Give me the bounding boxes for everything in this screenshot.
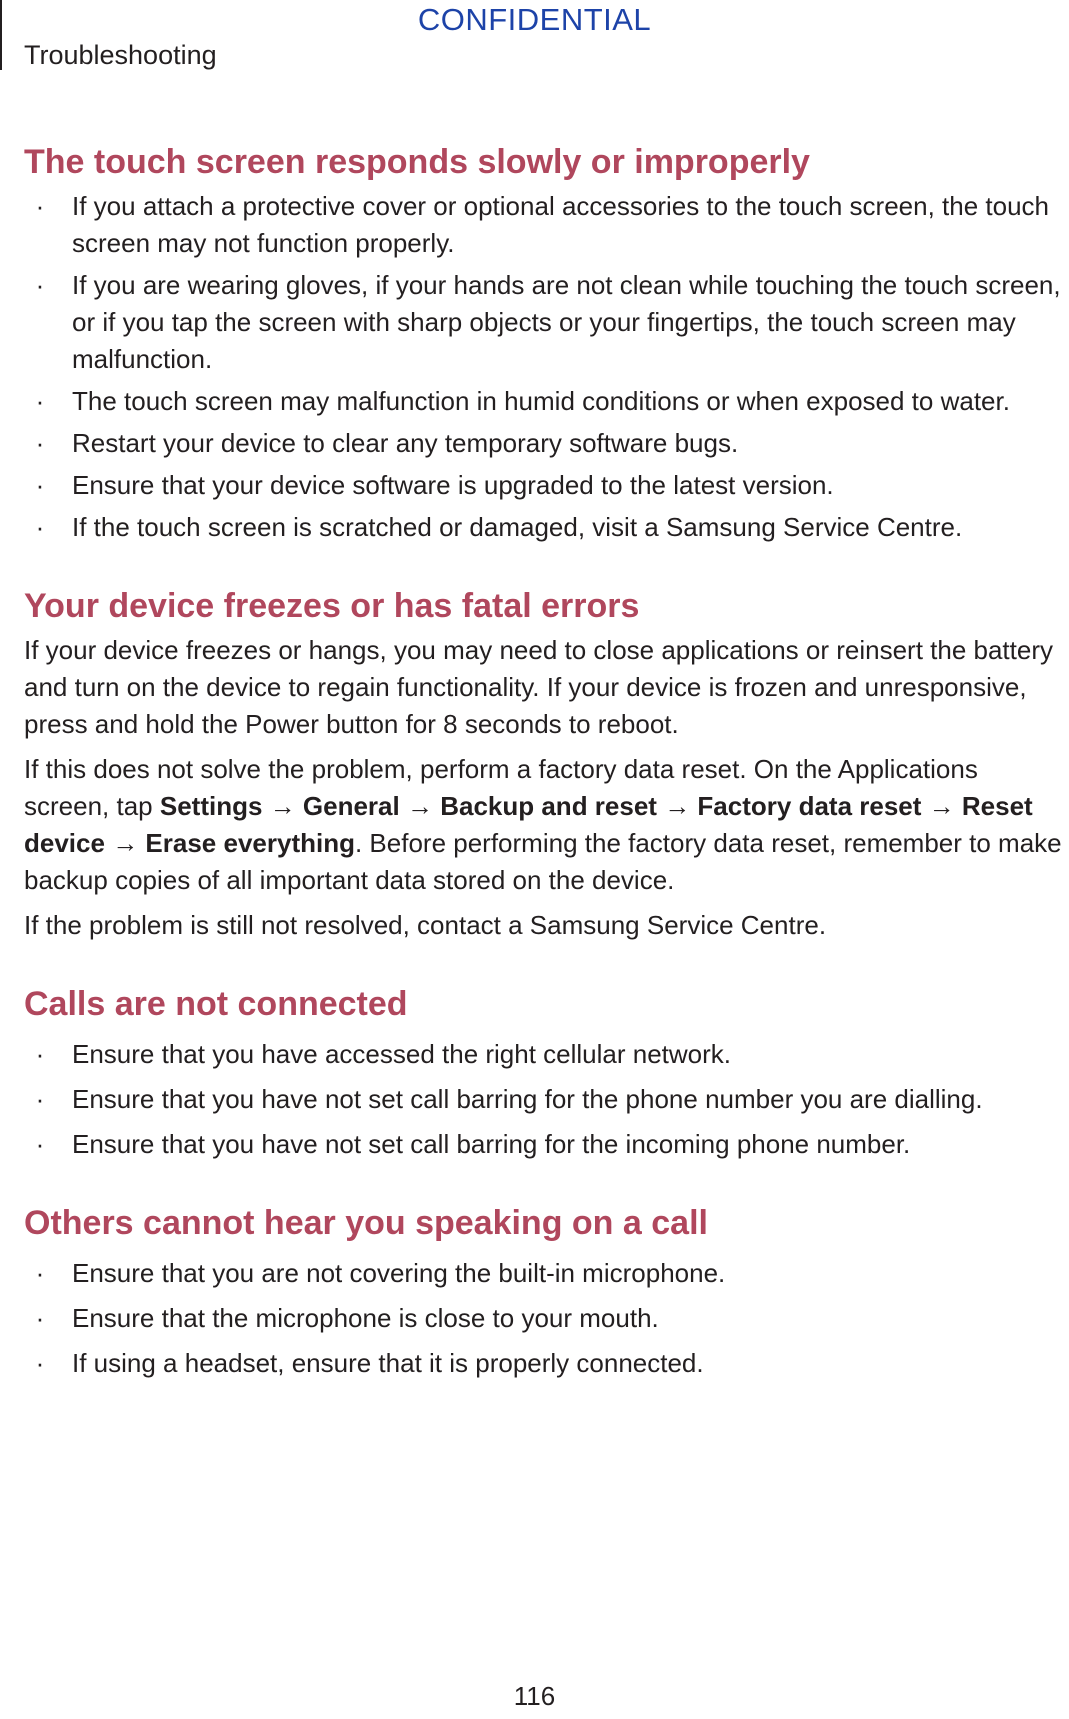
bullet-icon: ·: [35, 470, 45, 500]
calls-list: [24, 1036, 1064, 1163]
section-calls: [24, 982, 1064, 1163]
list-item: · Ensure that you have not set call barring for the incoming phone number.: [24, 1126, 1064, 1163]
page-number: 116: [513, 1681, 556, 1711]
page-content: [24, 140, 1064, 1382]
arrow-icon: →: [928, 791, 955, 821]
bullet-icon: ·: [35, 191, 45, 221]
list-item: · Ensure that your device software is upgraded to the latest version.: [24, 467, 1064, 504]
bullet-icon: ·: [35, 1258, 45, 1288]
section-title-hearing: Others cannot hear you speaking on a call: [24, 1204, 708, 1242]
section-hearing: [24, 1201, 1064, 1382]
paragraph: If the problem is still not resolved, contact a Samsung Service Centre.: [24, 910, 827, 940]
running-head: Troubleshooting: [24, 40, 217, 70]
menu-path-erase: Erase everything: [145, 828, 355, 858]
section-title-freezes: Your device freezes or has fatal errors: [24, 587, 640, 625]
factory-reset-paragraph: If this does not solve the problem, perform a factory data reset. On the Applications screen, tap Settings → General → Backup and reset → Factory data reset → Reset device → Erase everything. Before performing the factory data reset, remember to make backup copies of all important data stored on the device.: [24, 754, 1062, 895]
list-item: · Ensure that the microphone is close to your mouth.: [24, 1300, 1064, 1337]
paragraph: If your device freezes or hangs, you may need to close applications or reinsert the battery and turn on the device to regain functionality. If your device is frozen and unresponsive, press and hold the Power button for 8 seconds to reboot.: [24, 635, 1053, 739]
list-item: · If you attach a protective cover or optional accessories to the touch screen, the touch screen may not function properly.: [24, 188, 1064, 262]
bullet-icon: ·: [35, 428, 45, 458]
menu-path-reset-device: Reset device: [24, 791, 1033, 858]
section-freezes: [24, 584, 1064, 944]
menu-path-general: General: [302, 791, 400, 821]
bullet-icon: ·: [35, 1039, 45, 1069]
arrow-icon: →: [112, 828, 139, 858]
list-item: · Ensure that you have not set call barring for the phone number you are dialling.: [24, 1081, 1064, 1118]
list-item: · If the touch screen is scratched or damaged, visit a Samsung Service Centre.: [24, 509, 1064, 546]
bullet-icon: ·: [35, 1084, 45, 1114]
bullet-icon: ·: [35, 270, 45, 300]
arrow-icon: →: [406, 791, 433, 821]
arrow-icon: →: [664, 791, 691, 821]
bullet-icon: ·: [35, 1348, 45, 1378]
list-item: · Ensure that you have accessed the right cellular network.: [24, 1036, 1064, 1073]
bullet-icon: ·: [35, 386, 45, 416]
section-title-calls: Calls are not connected: [24, 985, 408, 1023]
arrow-icon: →: [269, 791, 296, 821]
list-item: · Restart your device to clear any temporary software bugs.: [24, 425, 1064, 462]
bullet-icon: ·: [35, 512, 45, 542]
section-touch-screen: [24, 140, 1064, 546]
list-item: · If you are wearing gloves, if your hands are not clean while touching the touch screen, or if you tap the screen with sharp objects or your fingertips, the touch screen may malfunction.: [24, 267, 1064, 378]
confidential-watermark: CONFIDENTIAL: [417, 2, 652, 37]
bullet-icon: ·: [35, 1303, 45, 1333]
list-item: · The touch screen may malfunction in humid conditions or when exposed to water.: [24, 383, 1064, 420]
menu-path-settings: Settings: [159, 791, 263, 821]
list-item: · If using a headset, ensure that it is properly connected.: [24, 1345, 1064, 1382]
section-title-touch: The touch screen responds slowly or improperly: [24, 143, 810, 181]
touch-list: [24, 188, 1064, 546]
list-item: · Ensure that you are not covering the built-in microphone.: [24, 1255, 1064, 1292]
bullet-icon: ·: [35, 1129, 45, 1159]
hearing-list: [24, 1255, 1064, 1382]
menu-path-factory-reset: Factory data reset: [697, 791, 922, 821]
menu-path-backup: Backup and reset: [440, 791, 657, 821]
